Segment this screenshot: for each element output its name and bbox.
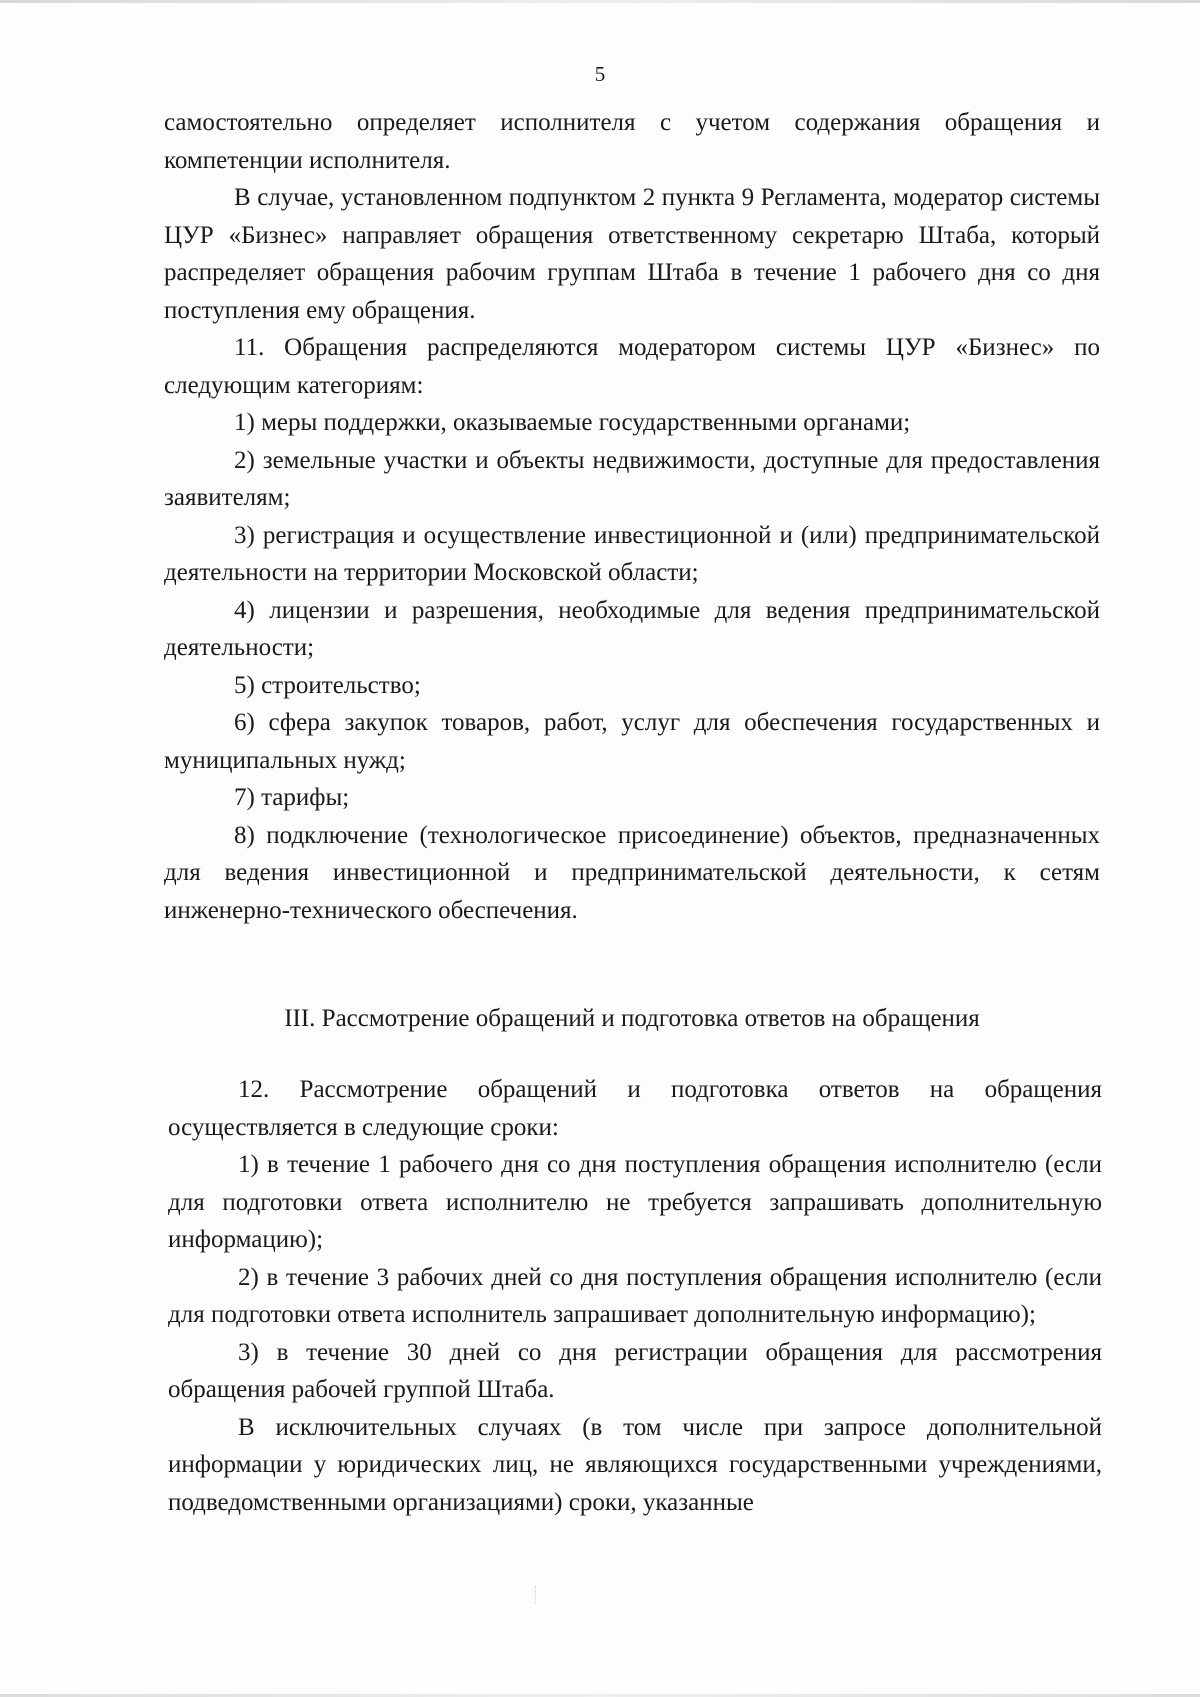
list-item-2: 2) земельные участки и объекты недвижимости, доступные для предоставления заявителям; — [164, 446, 1100, 511]
term-item-2: 2) в течение 3 рабочих дней со дня поступления обращения исполнителю (если для подготовки ответа исполнитель запрашивает дополнительную информацию); — [168, 1263, 1102, 1328]
text-block-bottom — [168, 1071, 1102, 1521]
scan-top-edge — [0, 0, 1200, 3]
term-item-3: 3) в течение 30 дней со дня регистрации обращения для рассмотрения обращения рабочей группой Штаба. — [168, 1338, 1102, 1403]
term-item-1: 1) в течение 1 рабочего дня со дня поступления обращения исполнителю (если для подготовки ответа исполнителю не требуется запрашивать дополнительную информацию); — [168, 1151, 1102, 1253]
paragraph-continuation: самостоятельно определяет исполнителя с учетом содержания обращения и компетенции исполнителя. — [164, 109, 1100, 174]
list-item-6: 6) сфера закупок товаров, работ, услуг для обеспечения государственных и муниципальных нужд; — [164, 709, 1100, 774]
section-heading: III. Рассмотрение обращений и подготовка ответов на обращения — [284, 1005, 980, 1032]
scan-artifact — [535, 1586, 540, 1604]
list-item-3: 3) регистрация и осуществление инвестиционной и (или) предпринимательской деятельности на территории Московской области; — [164, 521, 1100, 586]
section-heading-wrap — [164, 1000, 1100, 1038]
list-item-1: 1) меры поддержки, оказываемые государственными органами; — [234, 409, 911, 436]
page-number: 5 — [594, 62, 606, 86]
list-item-7: 7) тарифы; — [234, 784, 350, 811]
list-item-8: 8) подключение (технологическое присоединение) объектов, предназначенных для ведения инвестиционной и предпринимательской деятельности, к сетям инженерно-технического обеспечения. — [164, 821, 1100, 924]
list-item-5: 5) строительство; — [234, 671, 421, 699]
text-block-top — [164, 104, 1100, 929]
list-item-4: 4) лицензии и разрешения, необходимые для ведения предпринимательской деятельности; — [164, 596, 1100, 661]
paragraph-item-12: 12. Рассмотрение обращений и подготовка ответов на обращения осуществляется в следующие сроки: — [168, 1076, 1102, 1141]
paragraph-exceptional-cases: В исключительных случаях (в том числе при запросе дополнительной информации у юридических лиц, не являющихся государственными учреждениями, подведомственными организациями) сроки, указанные — [168, 1413, 1102, 1516]
paragraph-item-11: 11. Обращения распределяются модератором системы ЦУР «Бизнес» по следующим категориям: — [164, 334, 1100, 399]
paragraph-moderator: В случае, установленном подпунктом 2 пункта 9 Регламента, модератор системы ЦУР «Бизнес» направляет обращения ответственному секретарю Штаба, который распределяет обращения рабочим группам Штаба в течение 1 рабочего дня со дня поступления ему обращения. — [164, 184, 1100, 324]
